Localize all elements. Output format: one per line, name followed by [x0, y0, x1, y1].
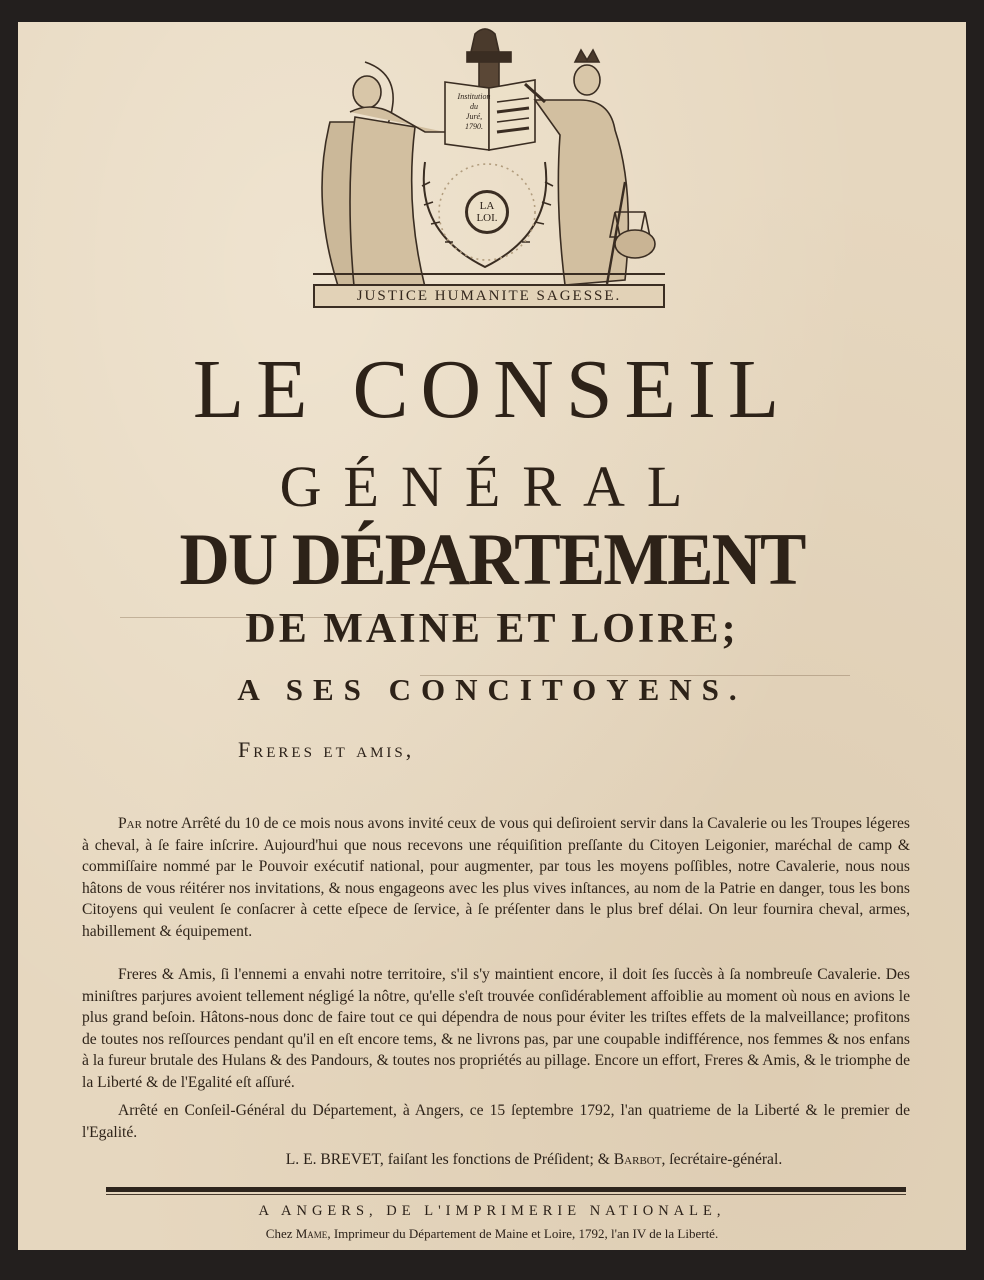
divider-rule [106, 1187, 906, 1192]
motto-banner: JUSTICE HUMANITE SAGESSE. [313, 284, 665, 308]
president-role: , faiſant les fonctions de Préſident; & [379, 1151, 614, 1168]
title-line-3: DU DÉPARTEMENT [179, 519, 805, 601]
paragraph-2 [82, 964, 910, 1093]
book-inscription-line: Juré, [465, 112, 483, 121]
signature-line [0, 1151, 984, 1169]
book-inscription-line: Institution [457, 92, 491, 101]
book-inscription [455, 92, 493, 132]
imprint-line-2 [0, 1226, 984, 1242]
medallion-line: LA [479, 200, 495, 212]
printer-name: Mame [295, 1226, 328, 1241]
salutation: Freres et amis, [238, 737, 415, 762]
allegorical-vignette [295, 22, 685, 334]
paragraph-3 [82, 1100, 910, 1143]
paragraph-lead: Par [118, 815, 142, 832]
title-line-4: DE MAINE ET LOIRE; [245, 606, 739, 652]
title-line-2: GÉNÉRAL [279, 454, 705, 519]
president-name: L. E. BREVET [285, 1151, 380, 1168]
book-inscription-line: du [470, 102, 478, 111]
imprint-prefix: Chez [265, 1226, 296, 1241]
imprint-suffix: , Imprimeur du Département de Maine et Loire, 1792, l'an IV de la Liberté. [327, 1226, 719, 1241]
paragraph-text: notre Arrêté du 10 de ce mois nous avons invité ceux de vous qui deſiroient servir dans la Cavalerie ou les Troupes légeres à cheval, à ſe faire inſcrire. Aujourd'hui que nous recevons une réquiſition preſſante du Citoyen Leigonier, maréchal de camp & commiſſaire nommé par le Pouvoir exécutif national, pour augmenter, par tous les moyens poſſibles, notre Cavalerie, nous nous hâtons de vous réitérer nos invitations, & nous engageons avec les plus vives inſtances, au nom de la Patrie en danger, tous les bons Citoyens qui veulent ſe conſacrer à cette eſpece de ſervice, à ſe préſenter dans le plus bref délai. On leur fournira cheval, armes, habillement & équipement. [82, 815, 910, 940]
book-inscription-line: 1790. [465, 122, 483, 131]
paragraph-text: Freres & Amis, ſi l'ennemi a envahi notre territoire, s'il s'y maintient encore, il doit ſes ſuccès à ſa nombreuſe Cavalerie. Des miniſtres parjures avoient tellement négligé la nôtre, qu'elle s'eſt trouvée conſidérablement affoiblie au moment où nous en avions le plus grand beſoin. Hâtons-nous donc de faire tout ce qui dépendra de nous pour éviter les triſtes effets de la malveillance; profitons de toutes nos reſſources pendant qu'il en eſt encore tems, & ne livrons pas, par une coupable indifférence, nos femmes & nos enfans à la fureur brutale des Hulans & des Pandours, & toutes nos propriétés au pillage. Encore un effort, Freres & Amis, & le triomphe de la Liberté & de l'Egalité eſt aſſuré. [82, 966, 910, 1091]
la-loi-medallion [465, 190, 509, 234]
title-line-1: LE CONSEIL [192, 343, 792, 436]
paragraph-text: Arrêté en Conſeil-Général du Département, à Angers, ce 15 ſeptembre 1792, l'an quatrieme de la Liberté & le premier de l'Egalité. [82, 1102, 910, 1141]
secretary-role: , ſecrétaire-général. [661, 1151, 783, 1168]
paragraph-1 [82, 813, 910, 942]
divider-rule-thin [106, 1194, 906, 1195]
secretary-name: Barbot [613, 1151, 662, 1168]
title-line-5: A SES CONCITOYENS. [237, 672, 747, 707]
imprint-line-1: A ANGERS, DE L'IMPRIMERIE NATIONALE, [258, 1203, 726, 1219]
medallion-line: LOI. [476, 212, 498, 224]
